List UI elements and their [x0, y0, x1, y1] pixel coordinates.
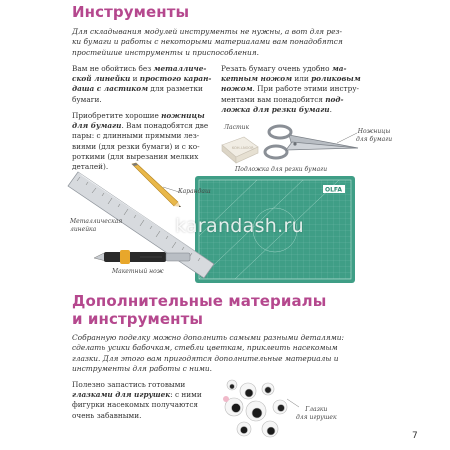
tools-intro	[72, 27, 412, 58]
pencil-icon	[130, 162, 182, 208]
pencil-caption: Карандаш	[178, 188, 211, 195]
section-title-tools: Инструменты	[72, 3, 190, 21]
eyes-pointer-line	[286, 398, 300, 408]
scissors-caption: Ножницы для бумаги	[356, 128, 393, 143]
eyes-caption: Глазки для игрушек	[296, 406, 337, 421]
scissors-icon	[262, 122, 362, 166]
utility-knife-icon	[92, 247, 192, 267]
page-number: 7	[412, 431, 418, 441]
eraser-caption: Ластик	[224, 124, 250, 131]
tools-col1-para1: Вам не обойтись без металличе- ской линейки и простого каран- даша с ластиком для разметки бумаги.	[72, 64, 212, 104]
mat-caption: Подложка для резки бумаги	[235, 166, 328, 173]
mat-brand-logo: OLFA	[325, 186, 342, 194]
watermark: karandash.ru	[175, 215, 304, 237]
toy-eyes-para: Полезно запастись готовыми глазками для игрушек: с ними фигурки насекомых получаются очень забавными.	[72, 380, 202, 420]
toy-eyes-icon	[222, 377, 294, 439]
intro-line: простейшие инструменты и приспособления.	[72, 47, 260, 57]
intro-line: ки бумаги и работы с некоторыми материалами вам понадобятся	[72, 37, 343, 47]
extra-materials-intro: Собранную поделку можно дополнить самыми разными деталями: сделать усики бабочкам, стебли цветкам, приклеить насекомым глазки. Для этого вам пригодятся дополнительные материалы и инструменты для работы с ними.	[72, 333, 345, 374]
intro-line: Для складывания модулей инструменты не нужны, а вот для рез-	[72, 27, 343, 36]
svg-text:KOH-I-NOOR: KOH-I-NOOR	[232, 146, 254, 150]
tools-col1-para2: Приобретите хорошие ножницы для бумаги. Вам понадобятся две пары: с длинными прямыми лез- виями (для резки бумаги) и с ко- роткими (для вырезания мелких деталей).	[72, 111, 209, 172]
knife-caption: Макетный нож	[112, 268, 164, 275]
ruler-caption: Металлическая линейка	[70, 218, 123, 233]
tools-col2-para: Резать бумагу очень удобно ма- кетным ножом или роликовым ножом. При работе этими инстру- ментами вам понадобится под- ложка для резки бумаги.	[221, 64, 361, 114]
scissors-pointer-line	[336, 132, 358, 144]
pencil-pointer-line	[162, 186, 180, 194]
eraser-icon	[218, 133, 262, 167]
section-title-extra-materials: Дополнительные материалы и инструменты	[72, 292, 327, 328]
